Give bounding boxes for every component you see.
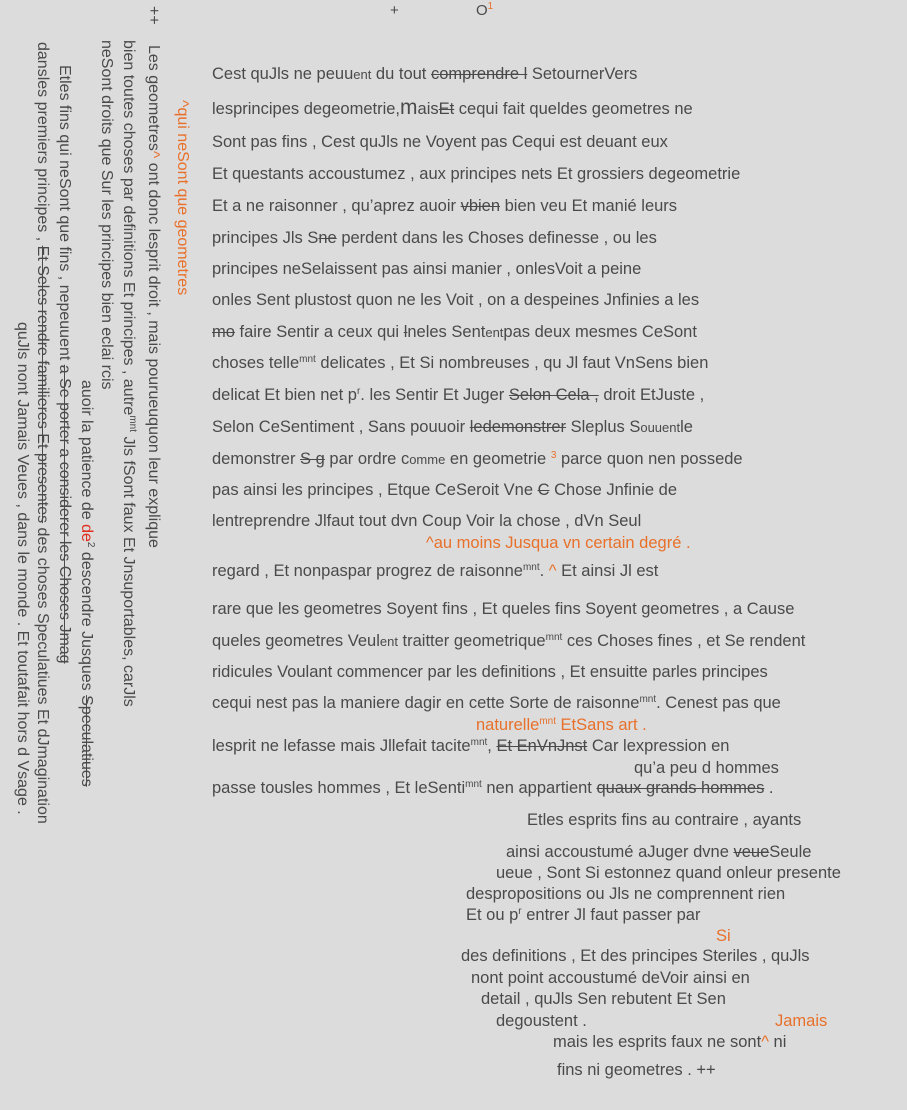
text-line-6: principes Jls Sne perdent dans les Choses definesse , ou les — [212, 229, 657, 247]
insert-jamais: Jamais — [775, 1012, 828, 1030]
text-line-2: lesprincipes degeometrie,maisEt cequi fait queldes geometres ne — [212, 96, 693, 119]
text-line-33: fins ni geometres . ++ — [557, 1061, 716, 1079]
margin-line-2: bien toutes choses par definitions Et principes , autre$^{mnt}$ Jls fSont faux Et Jnsuportables, carJls — [120, 40, 138, 707]
margin-line-4: auoir la patience de $de^2$ descendre Jusques Speculatiues — [78, 380, 96, 787]
text-line-5: Et a ne raisonner , qu’aprez auoir vbien bien veu Et manié leurs — [212, 197, 678, 215]
text-line-8: onles Sent plustost quon ne les Voit , on a despeines Jnfinies a les — [212, 291, 700, 309]
text-line-26: despropositions ou Jls ne comprennent rien — [466, 885, 786, 903]
o-mark: $O^1$ — [476, 1, 494, 19]
text-line-9: mo faire Sentir a ceux qui lneles Sententpas deux mesmes CeSont — [212, 323, 697, 341]
text-line-30: detail , quJls Sen rebutent Et Sen — [481, 990, 726, 1008]
margin-insert: ^qui neSont que geometres — [174, 100, 191, 296]
insert-naturelle: naturelle$^{mnt}$ EtSans art . — [476, 716, 647, 734]
text-line-15: lentreprendre Jlfaut tout dvn Coup Voir la chose , dVn Seul — [212, 512, 642, 530]
text-line-7: principes neSelaissent pas ainsi manier , onlesVoit a peine — [212, 260, 642, 278]
insert-au-moins: ^au moins Jusqua vn certain degré . — [426, 534, 691, 552]
text-line-3: Sont pas fins , Cest quJls ne Voyent pas Cequi est deuant eux — [212, 133, 668, 151]
margin-line-6: dansles premiers principes , Et Seles rendre familieres Et presentes des choses Speculatiues Et dJmagination — [34, 42, 51, 824]
text-line-23: Etles esprits fins au contraire , ayants — [527, 811, 802, 829]
text-line-16: regard , Et nonpaspar progrez de raisonne$^{mnt}$. ^ Et ainsi Jl est — [212, 562, 659, 580]
margin-marker: ++ — [145, 6, 162, 25]
text-line-4: Et questants accoustumez , aux principes nets Et grossiers degeometrie — [212, 165, 741, 183]
text-line-27: Et ou $p^r$ entrer Jl faut passer par — [466, 906, 701, 924]
text-line-25: ueue , Sont Si estonnez quand onleur presente — [496, 864, 841, 882]
text-line-18: queles geometres Veulent traitter geometrique$^{mnt}$ ces Choses fines , et Se rendent — [212, 632, 806, 650]
text-line-13: demonstrer S g par ordre comme en geometrie $^3$ parce quon nen possede — [212, 450, 743, 468]
text-line-11: delicat Et bien net $p^r$. les Sentir Et Juger Selon Cela , droit EtJuste , — [212, 386, 705, 404]
text-line-32: mais les esprits faux ne sont^ ni — [553, 1033, 787, 1051]
text-line-29: nont point accoustumé deVoir ainsi en — [471, 969, 750, 987]
text-line-19: ridicules Voulant commencer par les definitions , Et ensuitte parles principes — [212, 663, 768, 681]
text-line-10: choses telle$^{mnt}$ delicates , Et Si nombreuses , qu Jl faut VnSens bien — [212, 354, 709, 372]
plus-mark: + — [390, 2, 399, 19]
text-line-28: des definitions , Et des principes Steriles , quJls — [461, 947, 810, 965]
text-line-21: lesprit ne lefasse mais Jllefait tacite$^{mnt}$, Et EnVnJnst Car lexpression en — [212, 737, 730, 755]
insert-qu-a-peu: qu’a peu d hommes — [634, 759, 779, 777]
text-line-14: pas ainsi les principes , Etque CeSeroit Vne C Chose Jnfinie de — [212, 481, 678, 499]
margin-line-3: neSont droits que Sur les principes bien eclai rcis — [98, 40, 115, 390]
text-line-1: Cest quJls ne peuuent du tout comprendre l SetournerVers — [212, 65, 638, 83]
text-line-17: rare que les geometres Soyent fins , Et queles fins Soyent geometres , a Cause — [212, 600, 795, 618]
text-line-20: cequi nest pas la maniere dagir en cette Sorte de raisonne$^{mnt}$. Cenest pas que — [212, 694, 781, 712]
margin-line-1: Les geometres^ ont donc lesprit droit , mais pourueuquon leur explique — [145, 45, 162, 548]
text-line-24: ainsi accoustumé aJuger dvne veueSeule — [506, 843, 812, 861]
text-line-12: Selon CeSentiment , Sans pouuoir ledemonstrer Sleplus Souuentle — [212, 418, 693, 436]
text-line-31: degoustent . — [496, 1012, 587, 1030]
margin-line-7: quJls nont Jamais Veues , dans le monde . Et toutafait hors d Vsage . — [14, 322, 31, 815]
text-line-22: passe tousles hommes , Et leSenti$^{mnt}$ nen appartient quaux grands hommes . — [212, 779, 774, 797]
margin-line-5: Etles fins qui neSont que fins , nepeuuent a Se porter a considerer les Choses Jmag — [56, 65, 73, 664]
insert-si: Si — [716, 927, 731, 945]
